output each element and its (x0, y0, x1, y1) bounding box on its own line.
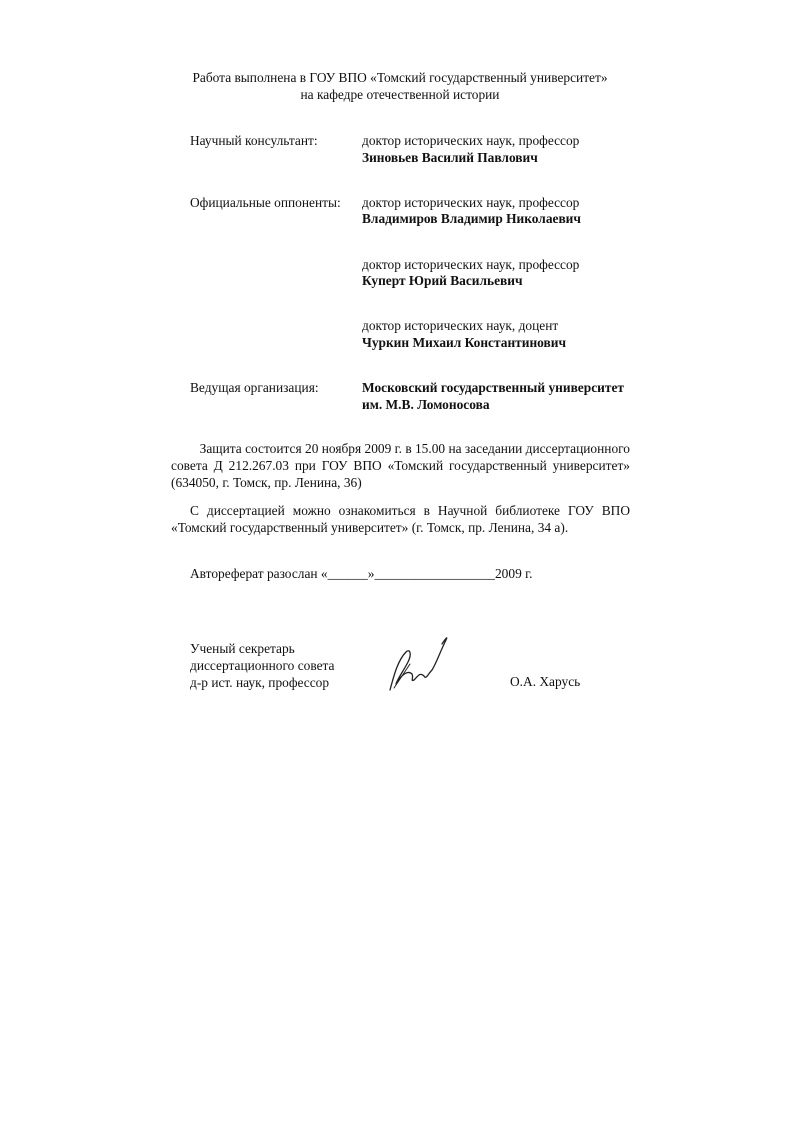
leading-org-label: Ведущая организация: (190, 380, 319, 395)
header-line-2: на кафедре отечественной истории (300, 87, 500, 102)
opponent-3-name: Чуркин Михаил Константинович (362, 335, 567, 350)
leading-org-line-2: им. М.В. Ломоносова (362, 397, 490, 412)
consultant-title: доктор исторических наук, профессор (362, 133, 580, 148)
defense-line-1: Защита состоится 20 ноября 2009 г. в 15.00 на заседании диссертационного (199, 441, 630, 456)
sent-line: Автореферат разослан «______»__________________2009 г. (190, 566, 533, 581)
opponents-label: Официальные оппоненты: (190, 195, 341, 210)
consultant-label: Научный консультант: (190, 133, 318, 148)
opponent-3-title: доктор исторических наук, доцент (362, 318, 559, 333)
secretary-block (190, 640, 335, 691)
opponent-2-name: Куперт Юрий Васильевич (362, 273, 523, 288)
secretary-line-3: д-р ист. наук, профессор (190, 675, 330, 690)
defense-line-2: совета Д 212.267.03 при ГОУ ВПО «Томский государственный университет» (171, 458, 630, 473)
opponent-2-title: доктор исторических наук, профессор (362, 257, 580, 272)
handwritten-signature (380, 630, 460, 700)
secretary-line-2: диссертационного совета (190, 658, 335, 673)
leading-org-line-1: Московский государственный университет (362, 380, 624, 395)
defense-line-3: (634050, г. Томск, пр. Ленина, 36) (171, 475, 362, 490)
secretary-line-1: Ученый секретарь (190, 641, 295, 656)
consultant-name: Зиновьев Василий Павлович (362, 150, 538, 165)
library-line-2: «Томский государственный университет» (г. Томск, пр. Ленина, 34 а). (171, 520, 569, 535)
opponent-1-title: доктор исторических наук, профессор (362, 195, 580, 210)
header-line-1: Работа выполнена в ГОУ ВПО «Томский государственный университет» (192, 70, 608, 85)
secretary-name: О.А. Харусь (510, 674, 581, 689)
library-line-1: С диссертацией можно ознакомиться в Научной библиотеке ГОУ ВПО (190, 503, 630, 518)
opponent-1-name: Владимиров Владимир Николаевич (362, 211, 581, 226)
